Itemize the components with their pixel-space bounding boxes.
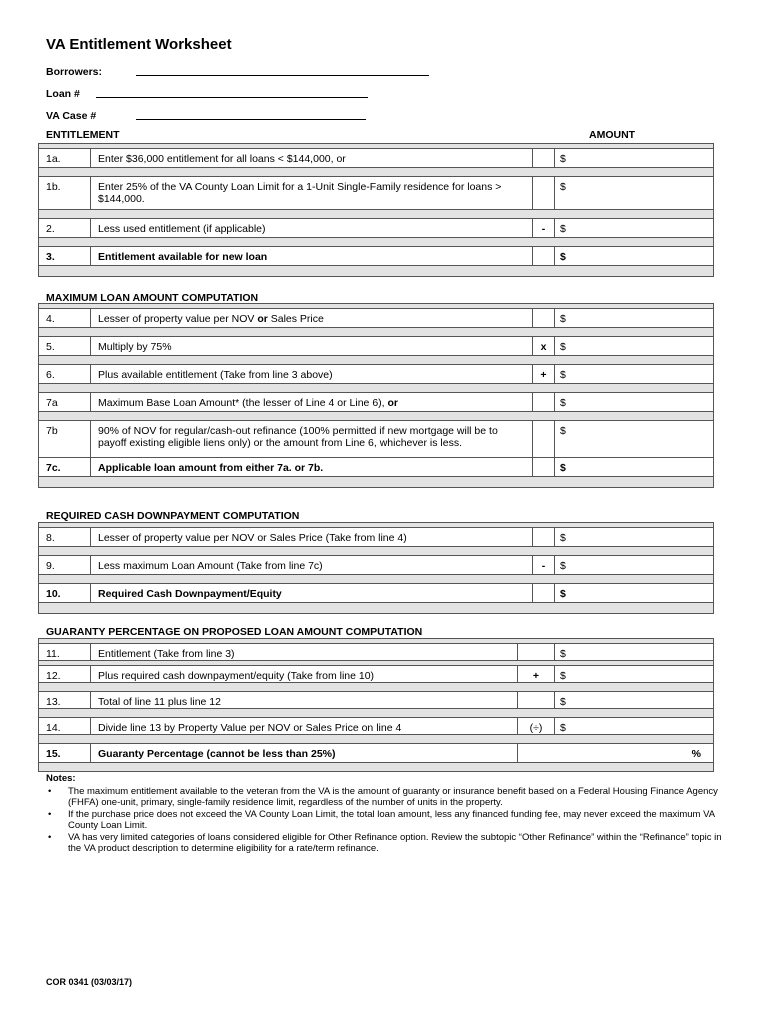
line-description: Less maximum Loan Amount (Take from line 7c) — [98, 560, 323, 572]
line-number: 4. — [39, 309, 91, 327]
gap-row — [39, 328, 713, 337]
table-row — [39, 177, 713, 210]
line-number: 8. — [39, 528, 91, 546]
percent-field[interactable]: % — [691, 748, 701, 760]
line-number: 2. — [39, 219, 91, 237]
operator-cell — [532, 393, 555, 411]
line-description: 90% of NOV for regular/cash-out refinance (100% permitted if new mortgage will be to payoff existing eligible liens only) or the amount from Line 6, whichever is less. — [98, 425, 498, 450]
loan-field[interactable] — [46, 88, 80, 100]
line-description — [91, 309, 553, 327]
amount-field[interactable]: $ — [560, 397, 566, 409]
amount-field[interactable]: $ — [560, 722, 566, 734]
amount-field[interactable]: $ — [560, 223, 566, 235]
line-number: 11. — [39, 644, 91, 660]
operator-cell: x — [532, 337, 555, 355]
form-number: COR 0341 (03/03/17) — [46, 977, 133, 987]
amount-field[interactable]: $ — [560, 251, 566, 263]
gap-row — [39, 168, 713, 177]
desc-emphasis: or — [387, 397, 398, 409]
line-number: 7c. — [39, 458, 91, 476]
notes-heading: Notes: — [46, 773, 76, 784]
gap-row — [39, 709, 713, 718]
operator-cell — [517, 692, 555, 708]
notes-section — [46, 773, 726, 854]
gap-row — [39, 412, 713, 421]
guaranty-table — [38, 638, 714, 772]
table-row — [39, 458, 713, 477]
operator-cell: (÷) — [517, 718, 555, 734]
amount-field[interactable]: $ — [560, 588, 566, 600]
table-row — [39, 337, 713, 356]
gap-row — [39, 210, 713, 219]
gap-row — [39, 683, 713, 692]
amount-field[interactable]: $ — [560, 425, 566, 437]
operator-cell — [532, 247, 555, 265]
line-number: 6. — [39, 365, 91, 383]
line-number: 5. — [39, 337, 91, 355]
table-row — [39, 393, 713, 412]
table-row — [39, 692, 713, 709]
gap-row — [39, 477, 713, 487]
amount-heading: AMOUNT — [589, 129, 636, 141]
line-number: 12. — [39, 666, 91, 682]
table-row — [39, 365, 713, 384]
line-number: 1b. — [39, 177, 91, 209]
borrowers-label: Borrowers: — [46, 66, 103, 78]
desc-text: Maximum Base Loan Amount* (the lesser of Line 4 or Line 6), — [98, 397, 388, 409]
gap-row — [39, 266, 713, 276]
borrowers-line[interactable] — [136, 75, 429, 76]
operator-cell — [532, 528, 555, 546]
downpayment-heading: REQUIRED CASH DOWNPAYMENT COMPUTATION — [46, 510, 300, 522]
line-description: Applicable loan amount from either 7a. or 7b. — [98, 462, 324, 474]
table-row — [39, 556, 713, 575]
gap-row — [39, 238, 713, 247]
amount-field[interactable]: $ — [560, 341, 566, 353]
amount-field[interactable]: $ — [560, 181, 566, 193]
operator-cell — [517, 744, 518, 762]
page-title: VA Entitlement Worksheet — [46, 36, 232, 53]
operator-cell — [532, 421, 555, 457]
case-field[interactable] — [46, 110, 96, 122]
table-row — [39, 309, 713, 328]
table-row — [39, 744, 713, 763]
gap-row — [39, 735, 713, 744]
list-item: • If the purchase price does not exceed the VA County Loan Limit, the total loan amount, less any financed funding fee, may never exceed the maximum VA County Loan Limit. — [46, 809, 726, 832]
operator-cell: - — [532, 556, 555, 574]
line-description: Lesser of property value per NOV or Sales Price (Take from line 4) — [98, 532, 407, 544]
gap-row — [39, 547, 713, 556]
line-number: 10. — [39, 584, 91, 602]
amount-field[interactable]: $ — [560, 670, 566, 682]
line-number: 14. — [39, 718, 91, 734]
entitlement-table — [38, 143, 714, 277]
line-description: Divide line 13 by Property Value per NOV or Sales Price on line 4 — [98, 722, 402, 734]
line-description — [91, 393, 553, 411]
amount-field[interactable]: $ — [560, 696, 566, 708]
amount-field[interactable]: $ — [560, 462, 566, 474]
line-description: Multiply by 75% — [98, 341, 172, 353]
line-description: Enter $36,000 entitlement for all loans < $144,000, or — [98, 153, 346, 165]
operator-cell — [532, 458, 555, 476]
list-item: • VA has very limited categories of loans considered eligible for Other Refinance option. Review the subtopic “Other Refinance” within the “Refinance” topic in the VA product description to determine eligibility for a rate/term refinance. — [46, 832, 726, 855]
loan-line[interactable] — [96, 97, 368, 98]
table-row — [39, 421, 713, 458]
line-description: Plus available entitlement (Take from line 3 above) — [98, 369, 333, 381]
operator-cell — [532, 177, 555, 209]
line-number: 9. — [39, 556, 91, 574]
case-label: VA Case # — [46, 110, 97, 122]
gap-row — [39, 763, 713, 771]
loan-label: Loan # — [46, 88, 80, 100]
desc-text: Sales Price — [267, 313, 324, 325]
line-description: Total of line 11 plus line 12 — [98, 696, 221, 708]
line-description: Required Cash Downpayment/Equity — [98, 588, 282, 600]
amount-field[interactable]: $ — [560, 532, 566, 544]
operator-cell: + — [532, 365, 555, 383]
notes-list — [46, 786, 726, 854]
list-item: • The maximum entitlement available to the veteran from the VA is the amount of guaranty or insurance benefit based on a Federal Housing Finance Agency (FHFA) one-unit, primary, single-family residence limit, regardless of the number of units in the property. — [46, 786, 726, 809]
desc-text: Lesser of property value per NOV — [98, 313, 258, 325]
table-row — [39, 149, 713, 168]
line-description: Less used entitlement (if applicable) — [98, 223, 266, 235]
operator-cell: - — [532, 219, 555, 237]
amount-field[interactable]: $ — [560, 313, 566, 325]
amount-field[interactable]: $ — [560, 648, 566, 660]
table-row — [39, 584, 713, 603]
gap-row — [39, 603, 713, 613]
guaranty-heading: GUARANTY PERCENTAGE ON PROPOSED LOAN AMOUNT COMPUTATION — [46, 626, 423, 638]
line-number: 7b — [39, 421, 91, 457]
max-loan-heading: MAXIMUM LOAN AMOUNT COMPUTATION — [46, 292, 259, 304]
table-row — [39, 528, 713, 547]
line-number: 1a. — [39, 149, 91, 167]
entitlement-heading: ENTITLEMENT — [46, 129, 120, 141]
table-row — [39, 718, 713, 735]
line-description: Plus required cash downpayment/equity (Take from line 10) — [98, 670, 375, 682]
table-row — [39, 247, 713, 266]
line-number: 7a — [39, 393, 91, 411]
max-loan-table — [38, 303, 714, 488]
gap-row — [39, 384, 713, 393]
amount-field[interactable]: $ — [560, 153, 566, 165]
operator-cell — [532, 149, 555, 167]
case-line[interactable] — [136, 119, 366, 120]
operator-cell: + — [517, 666, 555, 682]
operator-cell — [532, 309, 555, 327]
line-description: Guaranty Percentage (cannot be less than 25%) — [98, 748, 336, 760]
table-row — [39, 219, 713, 238]
downpayment-table — [38, 522, 714, 614]
borrowers-field[interactable] — [46, 66, 102, 78]
line-description: Entitlement available for new loan — [98, 251, 268, 263]
line-number: 13. — [39, 692, 91, 708]
line-number: 3. — [39, 247, 91, 265]
table-row — [39, 666, 713, 683]
table-row — [39, 644, 713, 661]
amount-field[interactable]: $ — [560, 560, 566, 572]
operator-cell — [532, 584, 555, 602]
line-description: Enter 25% of the VA County Loan Limit for a 1-Unit Single-Family residence for loans > $144,000. — [98, 181, 502, 206]
gap-row — [39, 575, 713, 584]
operator-cell — [517, 644, 555, 660]
line-number: 15. — [39, 744, 91, 762]
line-description: Entitlement (Take from line 3) — [98, 648, 235, 660]
gap-row — [39, 356, 713, 365]
amount-field[interactable]: $ — [560, 369, 566, 381]
desc-emphasis: or — [257, 313, 268, 325]
